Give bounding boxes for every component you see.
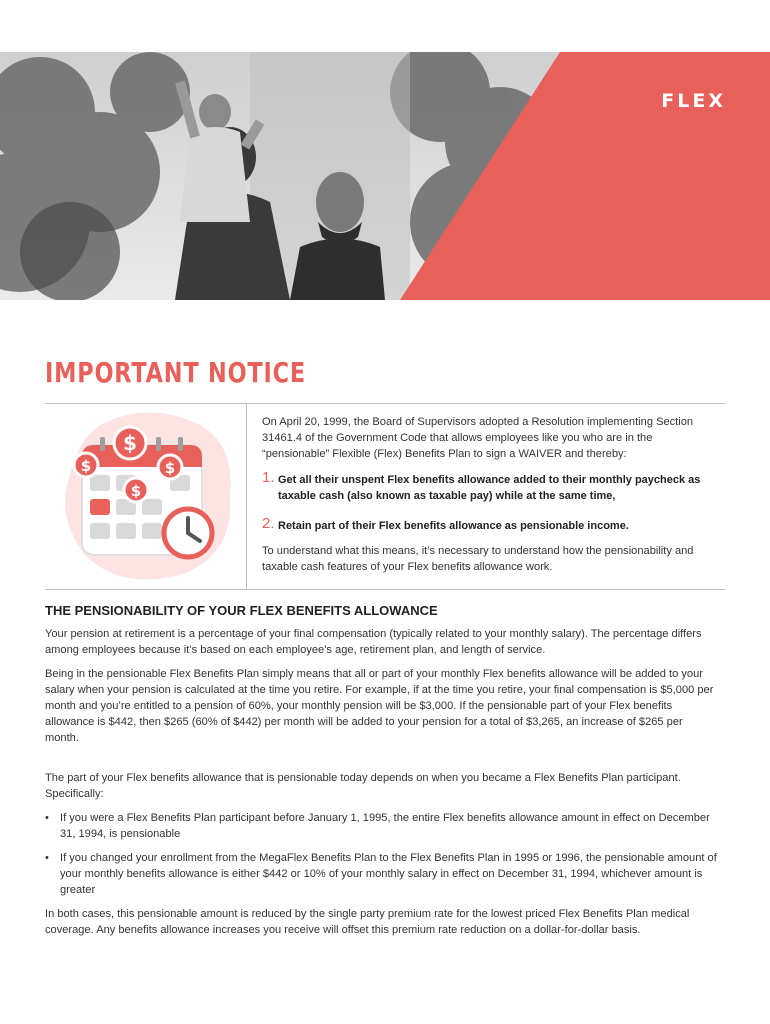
item-text: Retain part of their Flex benefits allowance as pensionable income. bbox=[278, 520, 629, 532]
section-heading: THE PENSIONABILITY OF YOUR FLEX BENEFITS ALLOWANCE bbox=[45, 603, 438, 618]
paragraph-pensionable-today: The part of your Flex benefits allowance that is pensionable today depends on when you became a Flex Benefits Plan participant. Specifically: bbox=[45, 772, 681, 800]
paragraph-both-cases: In both cases, this pensionable amount is reduced by the single party premium rate for the lowest priced Flex Benefits Plan medical coverage. Any benefits allowance increases you receive will offset this premium rate reduction on a dollar-for-dollar basis. bbox=[45, 908, 690, 936]
hero-photo bbox=[0, 52, 770, 300]
paragraph-example: Being in the pensionable Flex Benefits Plan simply means that all or part of your monthly Flex benefits allowance will be added to your salary when your pension is calculated at the time you retire. For example, if at the time you retire, your final compensation is $5,000 per month and you’re entitled to a pension of 60%, your monthly pension will be $3,000. If the pensionable part of your Flex benefits allowance is $442, then $265 (60% of $442) per month will be added to your pension for a total of $3,265, an increase of $265 per month. bbox=[45, 668, 714, 744]
calendar-illustration bbox=[60, 405, 240, 585]
item-text: Get all their unspent Flex benefits allowance added to their monthly paycheck as taxable cash (also known as taxable pay) while at the same time, bbox=[278, 474, 701, 502]
bullet-dot: • bbox=[45, 852, 49, 864]
title-divider bbox=[45, 403, 725, 404]
understand-paragraph: To understand what this means, it’s necessary to understand how the pensionability and taxable cash features of your Flex benefits allowance work. bbox=[262, 545, 694, 573]
dollar-coin-icon bbox=[74, 453, 98, 477]
brand-logo: FLEX bbox=[661, 90, 726, 112]
item-number: 1. bbox=[262, 469, 275, 486]
dollar-coin-icon bbox=[158, 455, 182, 479]
svg-text:$: $ bbox=[123, 431, 137, 455]
dollar-coin-icon bbox=[114, 427, 146, 459]
list-item bbox=[45, 810, 717, 842]
intro-paragraph: On April 20, 1999, the Board of Supervisors adopted a Resolution implementing Section 31461.4 of the Government Code that allows employees like you who are in the “pensionable” Flexible (Flex) Benefits Plan to sign a WAIVER and thereby: bbox=[262, 416, 694, 460]
bullet-dot: • bbox=[45, 812, 49, 824]
svg-text:$: $ bbox=[164, 459, 176, 477]
vertical-divider bbox=[246, 403, 247, 590]
hero-banner bbox=[0, 52, 770, 300]
numbered-item bbox=[262, 515, 727, 534]
numbered-item bbox=[262, 469, 727, 504]
page-title: IMPORTANT NOTICE bbox=[45, 356, 306, 389]
bullet-text: If you were a Flex Benefits Plan participant before January 1, 1995, the entire Flex benefits allowance amount in effect on December 31, 1994, is pensionable bbox=[60, 812, 710, 840]
item-number: 2. bbox=[262, 515, 275, 532]
clock-icon bbox=[164, 509, 212, 557]
list-item bbox=[45, 850, 717, 898]
bullet-text: If you changed your enrollment from the MegaFlex Benefits Plan to the Flex Benefits Plan in 1995 or 1996, the pensionable amount of your monthly benefits allowance is either $442 or 10% of your monthly salary in effect on December 31, 1994, whichever amount is greater bbox=[60, 852, 717, 896]
svg-text:$: $ bbox=[130, 482, 142, 500]
svg-text:$: $ bbox=[80, 457, 92, 475]
dollar-coin-icon bbox=[124, 478, 148, 502]
section-divider bbox=[45, 589, 725, 590]
paragraph-compensation: Your pension at retirement is a percentage of your final compensation (typically related to your monthly salary). The percentage differs among employees because it’s based on each employee’s age, retirement plan, and length of service. bbox=[45, 628, 702, 656]
